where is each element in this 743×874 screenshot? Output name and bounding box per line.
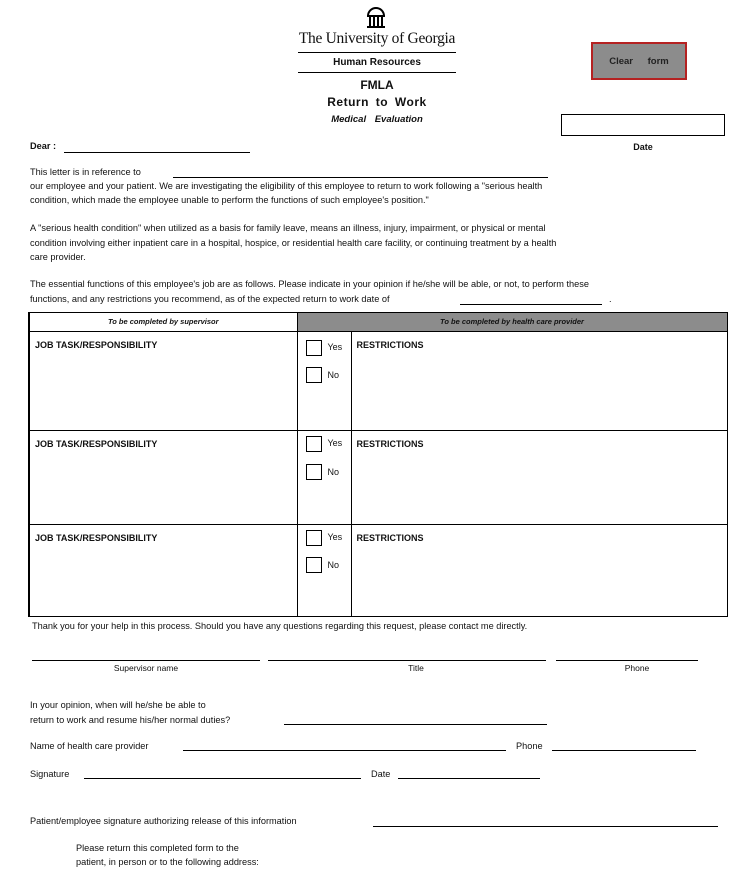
no-label: No bbox=[327, 467, 340, 477]
para2-line3: care provider. bbox=[30, 252, 86, 262]
header-divider-2 bbox=[298, 72, 456, 73]
form-subtitle: Medical Evaluation bbox=[331, 114, 423, 125]
title-label: Title bbox=[408, 663, 424, 673]
yes-checkbox[interactable] bbox=[306, 340, 322, 356]
signature-date-field[interactable] bbox=[398, 778, 540, 779]
supervisor-phone-label: Phone bbox=[624, 663, 650, 673]
para3-line1: The essential functions of this employee's job are as follows. Please indicate in your opinion if he/she will be able, or not, to perform these bbox=[30, 279, 589, 289]
provider-phone-label: Phone bbox=[516, 741, 543, 751]
job-task-cell[interactable] bbox=[29, 332, 297, 431]
no-checkbox[interactable] bbox=[306, 367, 322, 383]
restrictions-label: RESTRICTIONS bbox=[356, 439, 424, 449]
para1-line1: our employee and your patient. We are investigating the eligibility of this employee to return to work following a "serious health bbox=[30, 181, 543, 191]
yes-label: Yes bbox=[327, 438, 343, 448]
dear-name-field[interactable] bbox=[64, 152, 250, 153]
job-task-cell[interactable] bbox=[29, 431, 297, 525]
patient-signature-label: Patient/employee signature authorizing release of this information bbox=[30, 816, 297, 826]
supervisor-name-label: Supervisor name bbox=[113, 663, 179, 673]
form-code: FMLA bbox=[360, 78, 394, 92]
opinion-line1: In your opinion, when will he/she be able to bbox=[30, 700, 206, 710]
job-functions-table bbox=[28, 312, 728, 617]
restrictions-cell[interactable] bbox=[351, 332, 727, 431]
dear-label: Dear : bbox=[30, 141, 57, 151]
return-date-field[interactable] bbox=[460, 304, 602, 305]
supervisor-header: To be completed by supervisor bbox=[29, 313, 297, 332]
return-instructions-line1: Please return this completed form to the bbox=[76, 843, 239, 853]
supervisor-name-field[interactable] bbox=[32, 660, 260, 661]
title-field[interactable] bbox=[268, 660, 546, 661]
date-input[interactable] bbox=[561, 114, 725, 136]
provider-name-label: Name of health care provider bbox=[30, 741, 149, 751]
table-row bbox=[29, 431, 727, 525]
job-task-label: JOB TASK/RESPONSIBILITY bbox=[35, 533, 158, 543]
restrictions-cell[interactable] bbox=[351, 525, 727, 617]
provider-header: To be completed by health care provider bbox=[297, 313, 727, 332]
signature-label: Signature bbox=[30, 769, 70, 779]
provider-name-field[interactable] bbox=[183, 750, 506, 751]
patient-signature-field[interactable] bbox=[373, 826, 718, 827]
restrictions-cell[interactable] bbox=[351, 431, 727, 525]
yes-no-cell bbox=[297, 431, 351, 525]
thanks-text: Thank you for your help in this process. Should you have any questions regarding this request, please contact me directly. bbox=[32, 621, 528, 631]
department-name: Human Resources bbox=[333, 57, 421, 68]
para2-line2: condition involving either inpatient care in a hospital, hospice, or residential health care facility, or continuing treatment by a health bbox=[30, 238, 557, 248]
yes-label: Yes bbox=[327, 532, 343, 542]
para3-end: . bbox=[609, 294, 612, 304]
signature-field[interactable] bbox=[84, 778, 361, 779]
return-instructions-line2: patient, in person or to the following address: bbox=[76, 857, 259, 867]
restrictions-label: RESTRICTIONS bbox=[356, 340, 424, 350]
para2-line1: A "serious health condition" when utilized as a basis for family leave, means an illness, injury, impairment, or physical or mental bbox=[30, 223, 546, 233]
university-name: The University of Georgia bbox=[298, 30, 456, 47]
yes-no-cell bbox=[297, 525, 351, 617]
no-checkbox[interactable] bbox=[306, 464, 322, 480]
table-row bbox=[29, 525, 727, 617]
university-arch-logo bbox=[366, 6, 386, 28]
restrictions-label: RESTRICTIONS bbox=[356, 533, 424, 543]
provider-phone-field[interactable] bbox=[552, 750, 696, 751]
no-label: No bbox=[327, 560, 340, 570]
supervisor-phone-field[interactable] bbox=[556, 660, 698, 661]
para3-line2: functions, and any restrictions you recommend, as of the expected return to work date of bbox=[30, 294, 390, 304]
signature-date-label: Date bbox=[371, 769, 391, 779]
form-title: Return to Work bbox=[327, 95, 427, 109]
clear-form-button[interactable]: Clear form bbox=[591, 42, 687, 80]
job-task-label: JOB TASK/RESPONSIBILITY bbox=[35, 340, 158, 350]
yes-label: Yes bbox=[327, 342, 343, 352]
return-work-date-field[interactable] bbox=[284, 724, 547, 725]
date-label: Date bbox=[633, 142, 653, 152]
job-task-cell[interactable] bbox=[29, 525, 297, 617]
para1-line2: condition, which made the employee unable to perform the functions of such employee's position." bbox=[30, 195, 429, 205]
opinion-line2: return to work and resume his/her normal duties? bbox=[30, 715, 231, 725]
yes-no-cell bbox=[297, 332, 351, 431]
table-row bbox=[29, 332, 727, 431]
reference-text: This letter is in reference to bbox=[30, 167, 141, 177]
no-label: No bbox=[327, 370, 340, 380]
no-checkbox[interactable] bbox=[306, 557, 322, 573]
header-divider bbox=[298, 52, 456, 53]
reference-name-field[interactable] bbox=[173, 177, 548, 178]
yes-checkbox[interactable] bbox=[306, 530, 322, 546]
yes-checkbox[interactable] bbox=[306, 436, 322, 452]
job-task-label: JOB TASK/RESPONSIBILITY bbox=[35, 439, 158, 449]
